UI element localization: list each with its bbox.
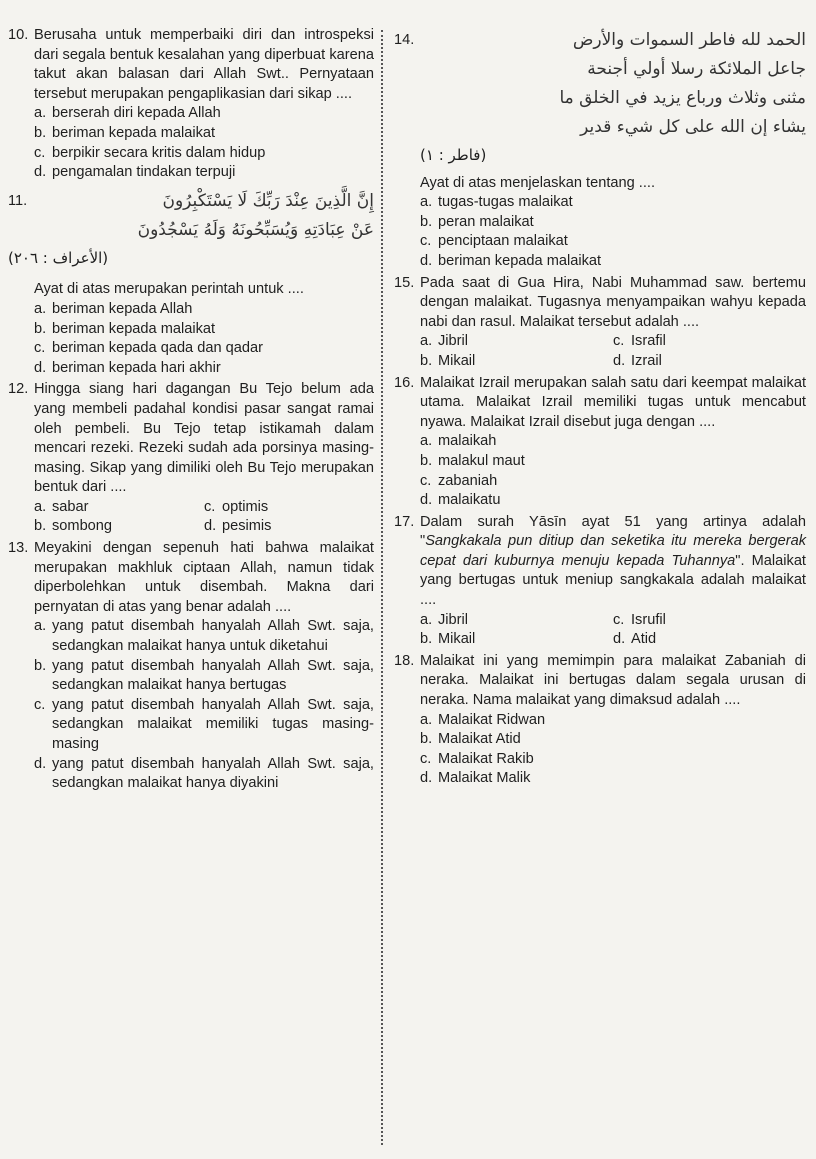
option-c[interactable]: c. Malaikat Rakib — [420, 750, 534, 767]
option-d[interactable]: d. malaikatu — [420, 492, 501, 509]
option-b[interactable]: b. Malaikat Atid — [420, 731, 521, 748]
option-c[interactable]: c. penciptaan malaikat — [420, 233, 568, 250]
question-text: Pada saat di Gua Hira, Nabi Muhammad saw. bertemu dengan malaikat. Tugasnya menyampaikan wahyu kepada nabi dan rasul. Malaikat tersebut adalah .... — [420, 274, 806, 330]
verse-reference: (فاطر : ١) — [420, 146, 487, 164]
question-14 — [394, 26, 806, 272]
option-b[interactable]: b. Mikail — [420, 631, 476, 648]
question-11-body — [8, 280, 374, 378]
arabic-verse: الحمد لله فاطر السموات والأرض جاعل الملائكة رسلا أولي أجنحة مثنى وثلاث ورباع يزيد في الخلق ما يشاء إن الله على كل شيء قدير — [559, 30, 806, 137]
option-b[interactable]: b. beriman kepada malaikat — [34, 124, 216, 141]
question-17 — [394, 513, 806, 650]
option-a[interactable]: a. yang patut disembah hanyalah Allah Swt. saja, sedangkan malaikat hanya untuk diketahui — [34, 618, 374, 655]
question-text: Dalam surah Yāsīn ayat 51 yang artinya adalah "Sangkakala pun ditiup dan seketika itu mereka bergerak cepat dari kuburnya menuju kepada Tuhannya". Malaikat yang bertugas untuk meniup sangkakala adalah malaikat .... — [420, 513, 806, 609]
question-number: 16. — [394, 374, 415, 391]
question-text: Malaikat ini yang memimpin para malaikat Zabaniah di neraka. Malaikat ini bertugas dalam segala urusan di neraka. Nama malaikat yang dimaksud adalah .... — [420, 652, 806, 709]
option-c[interactable]: c. Isrufil — [613, 611, 666, 628]
option-c[interactable]: c. beriman kepada qada dan qadar — [34, 340, 263, 357]
question-number: 12. — [8, 381, 29, 398]
option-d[interactable]: d. yang patut disembah hanyalah Allah Swt. saja, sedangkan malaikat hanya diyakini — [34, 755, 374, 792]
question-text: Ayat di atas merupakan perintah untuk .... — [34, 281, 304, 298]
question-text: Meyakini dengan sepenuh hati bahwa malaikat merupakan makhluk ciptaan Allah, namun tidak diperbolehkan untuk disembah. Makna dari pernyatan di atas yang benar adalah .... — [34, 540, 374, 615]
question-number: 10. — [8, 27, 29, 43]
option-b[interactable]: b. Mikail — [420, 352, 476, 369]
question-16 — [394, 374, 806, 511]
question-text: Ayat di atas menjelaskan tentang .... — [420, 174, 655, 191]
option-a[interactable]: a. Jibril — [420, 611, 468, 628]
option-c[interactable]: c. Israfil — [613, 333, 666, 350]
question-number: 17. — [394, 513, 415, 530]
option-a[interactable]: a. Malaikat Ridwan — [420, 711, 546, 728]
option-b[interactable]: b. beriman kepada malaikat — [34, 320, 216, 337]
question-11 — [8, 187, 374, 279]
option-a[interactable]: a. berserah diri kepada Allah — [34, 105, 221, 122]
option-d[interactable]: d. pesimis — [204, 518, 272, 535]
question-number: 14. — [394, 32, 415, 48]
option-c[interactable]: c. optimis — [204, 498, 269, 515]
question-10 — [8, 26, 374, 183]
question-number: 18. — [394, 652, 415, 669]
option-a[interactable]: a. Jibril — [420, 333, 468, 350]
option-c[interactable]: c. berpikir secara kritis dalam hidup — [34, 144, 266, 161]
right-column — [394, 26, 806, 791]
column-divider — [381, 30, 383, 1145]
left-column — [8, 26, 374, 796]
question-text: Berusaha untuk memperbaiki diri dan introspeksi dari segala bentuk kesalahan yang diperbuat karena takut akan balasan dari Allah Swt.. Pernyataan tersebut merupakan pengaplikasian dari sikap .... — [34, 27, 374, 102]
option-c[interactable]: c. zabaniah — [420, 472, 498, 489]
option-b[interactable]: b. sombong — [34, 518, 113, 535]
option-d[interactable]: d. Izrail — [613, 352, 662, 369]
option-d[interactable]: d. beriman kepada hari akhir — [34, 359, 221, 376]
option-a[interactable]: a. tugas-tugas malaikat — [420, 194, 573, 211]
question-12 — [8, 380, 374, 537]
option-a[interactable]: a. sabar — [34, 498, 89, 515]
question-18 — [394, 652, 806, 789]
question-number: 11. — [8, 192, 28, 209]
option-a[interactable]: a. malaikah — [420, 433, 497, 450]
option-b[interactable]: b. yang patut disembah hanyalah Allah Swt. saja, sedangkan malaikat hanya bertugas — [34, 657, 374, 694]
option-d[interactable]: d. beriman kepada malaikat — [420, 252, 602, 269]
question-13 — [8, 539, 374, 794]
question-number: 15. — [394, 274, 415, 291]
question-text: Malaikat Izrail merupakan salah satu dari keempat malaikat utama. Malaikat Izrail memiliki tugas untuk mencabut nyawa. Malaikat Izrail disebut juga dengan .... — [420, 374, 806, 430]
option-c[interactable]: c. yang patut disembah hanyalah Allah Swt. saja, sedangkan malaikat memiliki tugas masing-masing — [34, 696, 374, 752]
option-d[interactable]: d. Atid — [613, 631, 657, 648]
option-b[interactable]: b. peran malaikat — [420, 213, 534, 230]
question-number: 13. — [8, 540, 29, 557]
option-d[interactable]: d. Malaikat Malik — [420, 770, 531, 787]
option-b[interactable]: b. malakul maut — [420, 452, 525, 469]
verse-reference: (الأعراف : ٢٠٦) — [8, 248, 109, 267]
question-15 — [394, 274, 806, 372]
question-text: Hingga siang hari dagangan Bu Tejo belum ada yang membeli padahal kondisi pasar sangat ramai oleh pembeli. Bu Tejo tetap istikamah dalam mencari rezeki. Rezeki sudah ada porsinya masing-masing. Sikap yang dimiliki oleh Bu Tejo merupakan bentuk dari .... — [34, 381, 374, 496]
option-d[interactable]: d. pengamalan tindakan terpuji — [34, 164, 236, 181]
option-a[interactable]: a. beriman kepada Allah — [34, 300, 193, 317]
arabic-verse: إِنَّ الَّذِينَ عِنْدَ رَبِّكَ لَا يَسْتَكْبِرُونَ عَنْ عِبَادَتِهِ وَيُسَبِّحُونَهُ وَلَهُ يَسْجُدُونَ — [137, 190, 374, 240]
